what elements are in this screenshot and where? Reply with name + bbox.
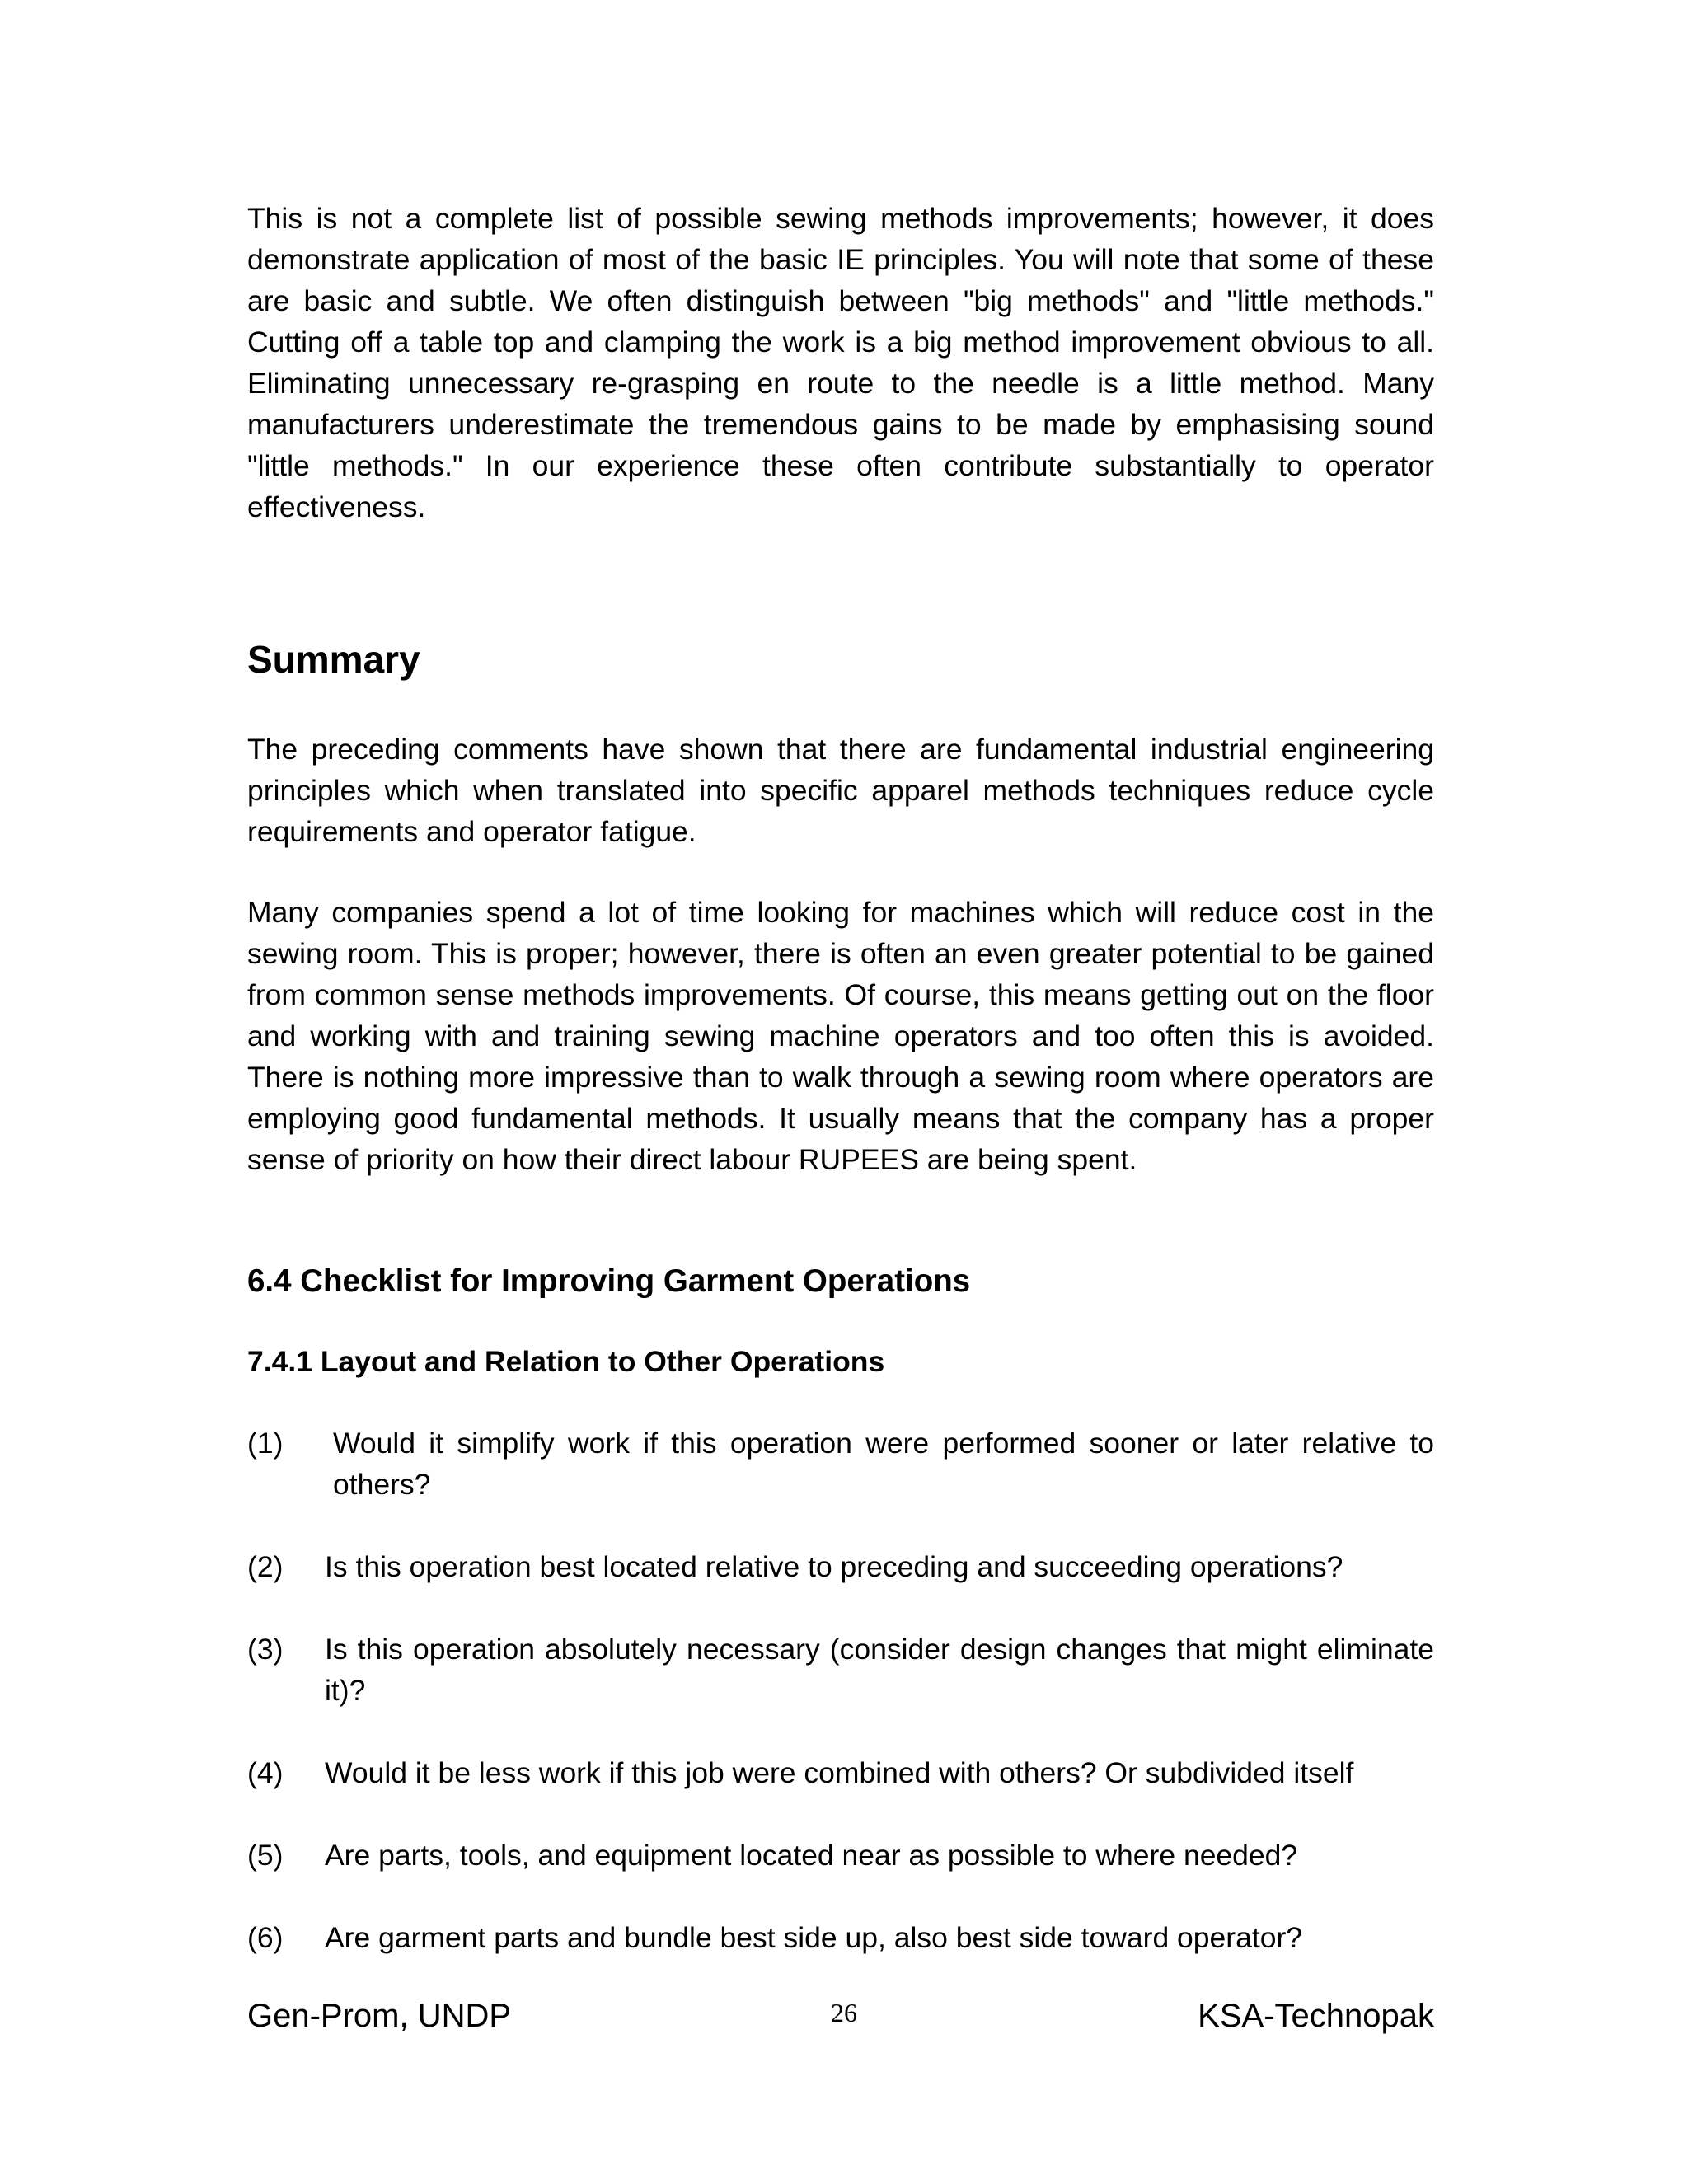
footer-right-text: KSA-Technopak [1198,1998,1434,2034]
checklist-item-number: (2) [247,1550,284,1583]
checklist-item-text: Are parts, tools, and equipment located near as possible to where needed? [325,1839,1298,1872]
page-number: 26 [831,1998,857,2027]
checklist-item-text: Would it simplify work if this operation were performed sooner or later relative to others? [333,1427,1434,1501]
section-heading: 6.4 Checklist for Improving Garment Operations [247,1263,971,1299]
checklist-item-text: Are garment parts and bundle best side up, also best side toward operator? [325,1921,1303,1954]
subsection-heading: 7.4.1 Layout and Relation to Other Operations [247,1345,885,1378]
checklist-item-number: (1) [247,1427,284,1460]
checklist-item-number: (6) [247,1921,284,1954]
summary-paragraph-1: The preceding comments have shown that there are fundamental industrial engineering principles which when translated into specific apparel methods techniques reduce cycle requirements and operator fatigue. [247,733,1434,848]
summary-paragraph-2: Many companies spend a lot of time looking for machines which will reduce cost in the sewing room. This is proper; however, there is often an even greater potential to be gained from common sense methods improvements. Of course, this means getting out on the floor and working with and training sewing machine operators and too often this is avoided. There is nothing more impressive than to walk through a sewing room where operators are employing good fundamental methods. It usually means that the company has a proper sense of priority on how their direct labour RUPEES are being spent. [247,896,1434,1176]
footer-left-text: Gen-Prom, UNDP [247,1998,512,2034]
intro-paragraph: This is not a complete list of possible sewing methods improvements; however, it does demonstrate application of most of the basic IE principles. You will note that some of these are basic and subtle. We often distinguish between "big methods" and "little methods." Cutting off a table top and clamping the work is a big method improvement obvious to all. Eliminating unnecessary re-grasping en route to the needle is a little method. Many manufacturers underestimate the tremendous gains to be made by emphasising sound "little methods." In our experience these often contribute substantially to operator effectiveness. [247,202,1434,523]
checklist-item-number: (4) [247,1756,284,1789]
checklist-item-text: Is this operation best located relative to preceding and succeeding operations? [325,1550,1343,1583]
checklist-item-text: Would it be less work if this job were combined with others? Or subdivided itself [325,1756,1354,1789]
checklist-item-number: (5) [247,1839,284,1872]
checklist-item-text: Is this operation absolutely necessary (consider design changes that might eliminate it)? [325,1633,1434,1707]
checklist-item-number: (3) [247,1633,284,1666]
summary-heading: Summary [247,638,420,681]
